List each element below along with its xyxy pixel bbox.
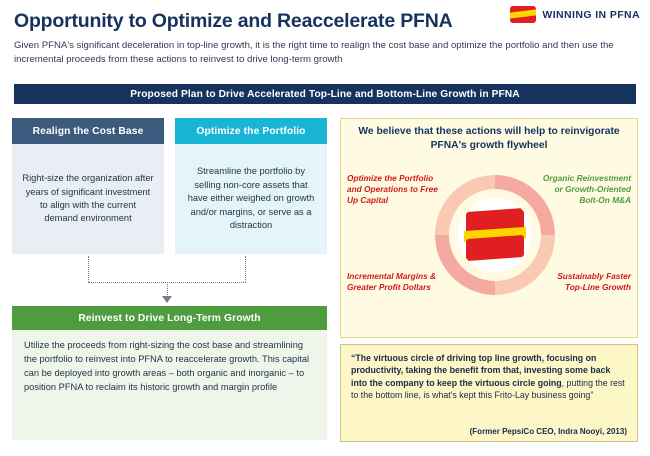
connector-left-stem: [88, 256, 89, 282]
card-realign-body: Right-size the organization after years of significant investment to align with the current demand environment: [12, 144, 164, 254]
quote-text-bold: “The virtuous circle of driving top line growth, focusing on productivity, taking the benefit from that, investing some back into the company to keep the virtuous circle going: [351, 353, 611, 388]
pepsico-globe-icon: [458, 198, 532, 272]
connector-right-stem: [245, 256, 246, 282]
page-title: Opportunity to Optimize and Reaccelerate PFNA: [14, 10, 453, 32]
card-realign-cost-base: [12, 118, 164, 254]
flywheel-heading: We believe that these actions will help to reinvigorate PFNA's growth flywheel: [358, 126, 620, 151]
card-reinvest-growth: [12, 306, 327, 440]
quote-box: [340, 344, 638, 442]
flywheel-ring: [435, 175, 555, 295]
card-reinvest-body: Utilize the proceeds from right-sizing the cost base and streamlining the portfolio to reinvest into PFNA to reaccelerate growth. This capital can be deployed into growth areas – both organic and inorganic – to position PFNA to reclaim its historic growth and margin profile: [12, 330, 327, 440]
card-reinvest-title: Reinvest to Drive Long-Term Growth: [12, 306, 327, 330]
quote-source: (Former PepsiCo CEO, Indra Nooyi, 2013): [469, 427, 627, 436]
flywheel-panel: [340, 118, 638, 338]
card-optimize-body: Streamline the portfolio by selling non-core assets that have either weighed on growth and/or margins, or serve as a distraction: [175, 144, 327, 254]
connector-arrow: [88, 256, 246, 306]
flywheel-diagram: [341, 119, 637, 337]
connector-down-stem: [167, 282, 168, 297]
arrow-down-icon: [162, 296, 172, 303]
flywheel-label-bottom-left: Incremental Margins & Greater Profit Dollars: [347, 271, 436, 292]
quote-text-rest: , putting the rest to the bottom line, is what's kept this Frito-Lay business going”: [351, 377, 625, 400]
flywheel-label-top-right: Organic Reinvestment or Growth-Oriented Bolt-On M&A: [542, 173, 631, 205]
flywheel-label-bottom-right: Sustainably Faster Top-Line Growth: [557, 271, 631, 292]
flywheel-label-top-left: Optimize the Portfolio and Operations to Free Up Capital: [347, 173, 438, 205]
card-realign-title: Realign the Cost Base: [12, 118, 164, 144]
card-optimize-title: Optimize the Portfolio: [175, 118, 327, 144]
card-optimize-portfolio: [175, 118, 327, 254]
brand-lockup: [510, 6, 640, 23]
pepsico-globe-icon: [510, 6, 536, 23]
quote-text: [351, 352, 627, 401]
brand-label: WINNING IN PFNA: [542, 8, 640, 21]
section-banner: Proposed Plan to Drive Accelerated Top-Line and Bottom-Line Growth in PFNA: [14, 84, 636, 104]
page-subtitle: Given PFNA's significant deceleration in top-line growth, it is the right time to realign the cost base and optimize the portfolio and then use the incremental proceeds from these actions to reinvest to drive long-term growth: [14, 40, 614, 65]
